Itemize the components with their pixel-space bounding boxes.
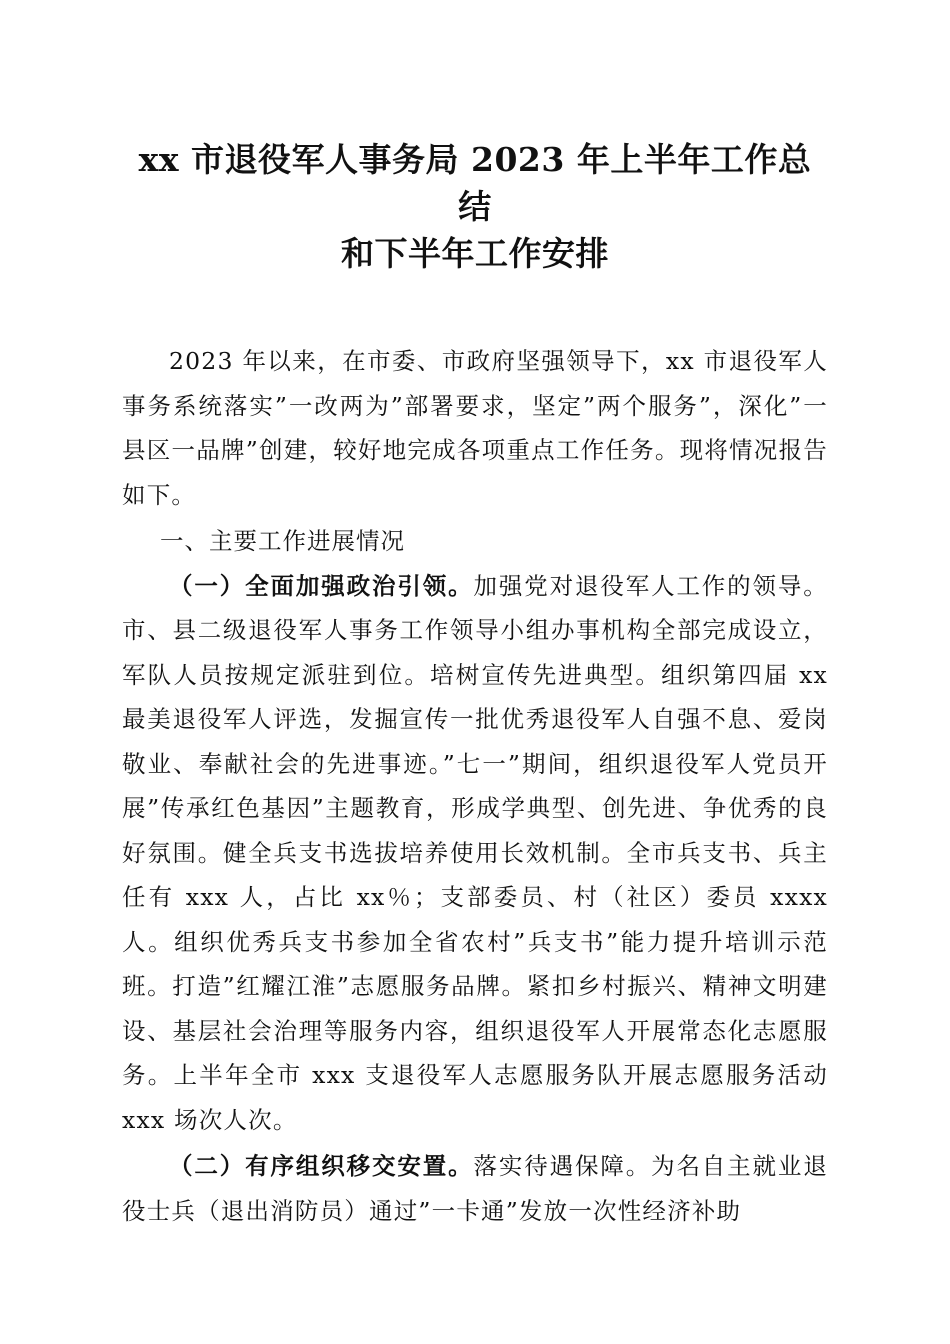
subsection-1-body: 加强党对退役军人工作的领导。市、县二级退役军人事务工作领导小组办事机构全部完成设立，军队人员按规定派驻到位。培树宣传先进典型。组织第四届 xx 最美退役军人评选，发掘宣传一批优秀退役军人自强不息、爱岗敬业、奉献社会的先进事迹。”七一”期间，组织退役军人党员开展”传承红色基因”主题教育，形成学典型、创先进、争优秀的良好氛围。健全兵支书选拔培养使用长效机制。全市兵支书、兵主任有 xxx 人，占比 xx％；支部委员、村（社区）委员 xxxx 人。组织优秀兵支书参加全省农村”兵支书”能力提升培训示范班。打造”红耀江淮”志愿服务品牌。紧扣乡村振兴、精神文明建设、基层社会治理等服务内容，组织退役军人开展常态化志愿服务。上半年全市 xxx 支退役军人志愿服务队开展志愿服务活动 xxx 场次人次。 [122,571,828,1134]
section-1-heading: 一、主要工作进展情况 [160,527,405,555]
subsection-1-paragraph [122,564,828,1143]
subsection-2-body: 落实待遇保障。为名自主就业退役士兵（退出消防员）通过”一卡通”发放一次性经济补助 [122,1152,828,1225]
subsection-2-paragraph [122,1144,828,1233]
document-title [122,136,828,277]
intro-paragraph: 2023 年以来，在市委、市政府坚强领导下，xx 市退役军人事务系统落实”一改两为”部署要求，坚定”两个服务”，深化”一县区一品牌”创建，较好地完成各项重点工作任务。现将情况报告如下。 [122,347,828,509]
subsection-1-lead: （一）全面加强政治引领。 [169,571,474,600]
subsection-2-lead: （二）有序组织移交安置。 [169,1152,474,1180]
title-line-2: 和下半年工作安排 [341,234,609,273]
title-line-1: xx 市退役军人事务局 2023 年上半年工作总结 [138,140,812,226]
